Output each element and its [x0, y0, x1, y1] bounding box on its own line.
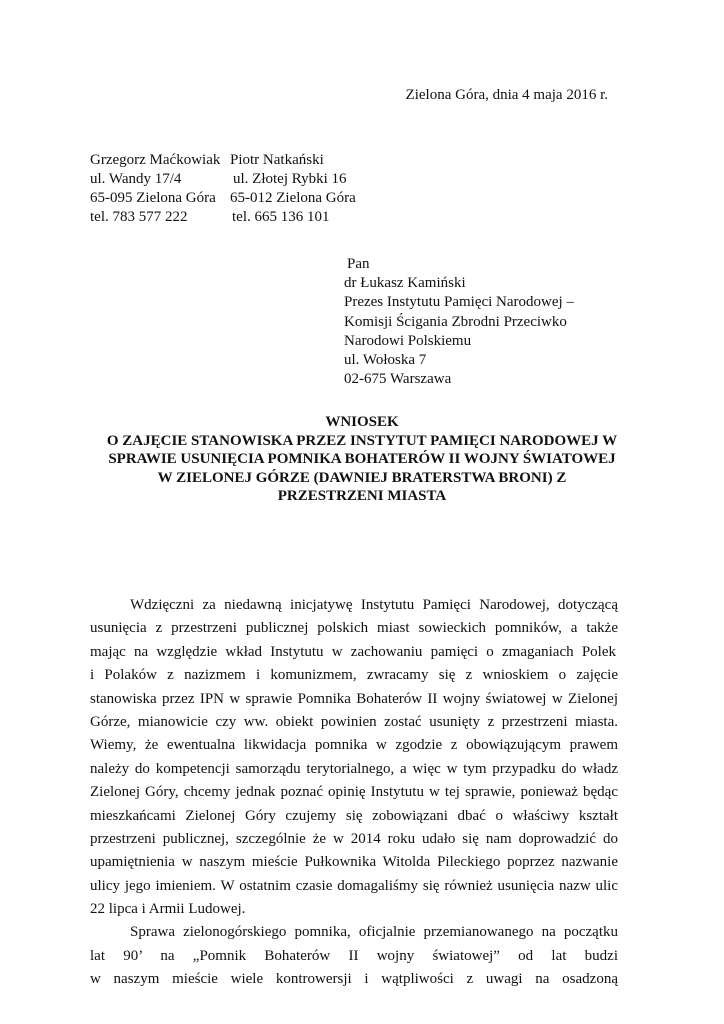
sender-row [90, 151, 356, 170]
document-title [80, 413, 644, 506]
body-line: usunięcia z przestrzeni publicznej polskich miast sowieckich pomników, a także [90, 620, 618, 637]
body-line: w naszym mieście wiele kontrowersji i wątpliwości z uwagi na osadzoną [90, 971, 618, 988]
body-line: upamiętnienia w naszym mieście Pułkownika Witolda Pileckiego poprzez nazwanie [90, 854, 618, 871]
body-line: ulicy jego imieniem. W ostatnim czasie domagaliśmy się również usunięcia nazw ulic [90, 877, 618, 894]
recipient-position-cont-2: Narodowi Polskiemu [344, 332, 472, 349]
letter-body [90, 594, 618, 992]
body-line: stanowiska przez IPN w sprawie Pomnika Bohaterów II wojny światowej w Zielonej [90, 690, 618, 707]
body-line: Górze, mianowicie czy ww. obiekt powinien zostać usunięty z przestrzeni miasta. [90, 713, 618, 730]
recipient-position-cont: Komisji Ścigania Zbrodni Przeciwko [344, 313, 567, 330]
body-line: 22 lipca i Armii Ludowej. [90, 901, 246, 918]
date-line: Zielona Góra, dnia 4 maja 2016 r. [405, 87, 608, 103]
paragraph-1 [90, 594, 618, 921]
recipient-block [344, 255, 574, 389]
body-line: mając na względzie wkład Instytutu w zachowaniu pamięci o zmaganiach Polek [90, 643, 616, 660]
recipient-name: dr Łukasz Kamiński [344, 275, 466, 292]
sender-1-city: 65-095 Zielona Góra [90, 190, 216, 206]
sender-2-name: Piotr Natkański [230, 152, 324, 168]
body-line: mieszkańcami Zielonej Góry czujemy się zobowiązani dbać o właściwy kształt [90, 807, 618, 824]
body-line: należy do kompetencji samorządu terytorialnego, a więc w tym przypadku do władz [90, 760, 618, 777]
body-line: przestrzeni publicznej, szczególnie że w 2014 roku udało się nam doprowadzić do [90, 830, 618, 847]
title-line: SPRAWIE USUNIĘCIA POMNIKA BOHATERÓW II WOJNY ŚWIATOWEJ [108, 451, 616, 467]
body-line: i Polaków z nazizmem i komunizmem, zwracamy się z wnioskiem o zajęcie [90, 667, 618, 684]
body-line: Zielonej Góry, chcemy jednak poznać opinię Instytutu w tej sprawie, ponieważ będąc [90, 784, 618, 801]
title-line: PRZESTRZENI MIASTA [277, 488, 447, 504]
body-line: Sprawa zielonogórskiego pomnika, oficjalnie przemianowanego na początku [130, 924, 618, 941]
paragraph-2 [90, 921, 618, 991]
recipient-street: ul. Wołoska 7 [344, 352, 427, 369]
sender-2-phone: tel. 665 136 101 [232, 209, 330, 225]
sender-row [90, 189, 356, 208]
body-line: lat 90’ na „Pomnik Bohaterów II wojny światowej” od lat budzi [90, 947, 618, 964]
recipient-greeting: Pan [347, 256, 370, 272]
recipient-city: 02-675 Warszawa [344, 371, 452, 388]
body-line: Wdzięczni za niedawną inicjatywę Instytutu Pamięci Narodowej, dotyczącą [130, 597, 618, 613]
sender-row [90, 208, 356, 227]
sender-1-phone: tel. 783 577 222 [90, 209, 188, 225]
sender-1-street: ul. Wandy 17/4 [90, 171, 182, 187]
title-line: WNIOSEK [325, 414, 399, 430]
sender-1-name: Grzegorz Maćkowiak [90, 152, 221, 168]
sender-2-city: 65-012 Zielona Góra [230, 190, 356, 206]
title-line: W ZIELONEJ GÓRZE (DAWNIEJ BRATERSTWA BRONI) Z [157, 469, 567, 486]
recipient-position: Prezes Instytutu Pamięci Narodowej – [344, 294, 574, 311]
sender-row [90, 170, 356, 189]
senders-block [90, 151, 356, 227]
sender-2-street: ul. Złotej Rybki 16 [233, 171, 347, 187]
body-line: Wiemy, że ewentualna likwidacja pomnika w zgodzie z obowiązującym prawem [90, 737, 618, 754]
title-line: O ZAJĘCIE STANOWISKA PRZEZ INSTYTUT PAMIĘCI NARODOWEJ W [106, 432, 618, 449]
